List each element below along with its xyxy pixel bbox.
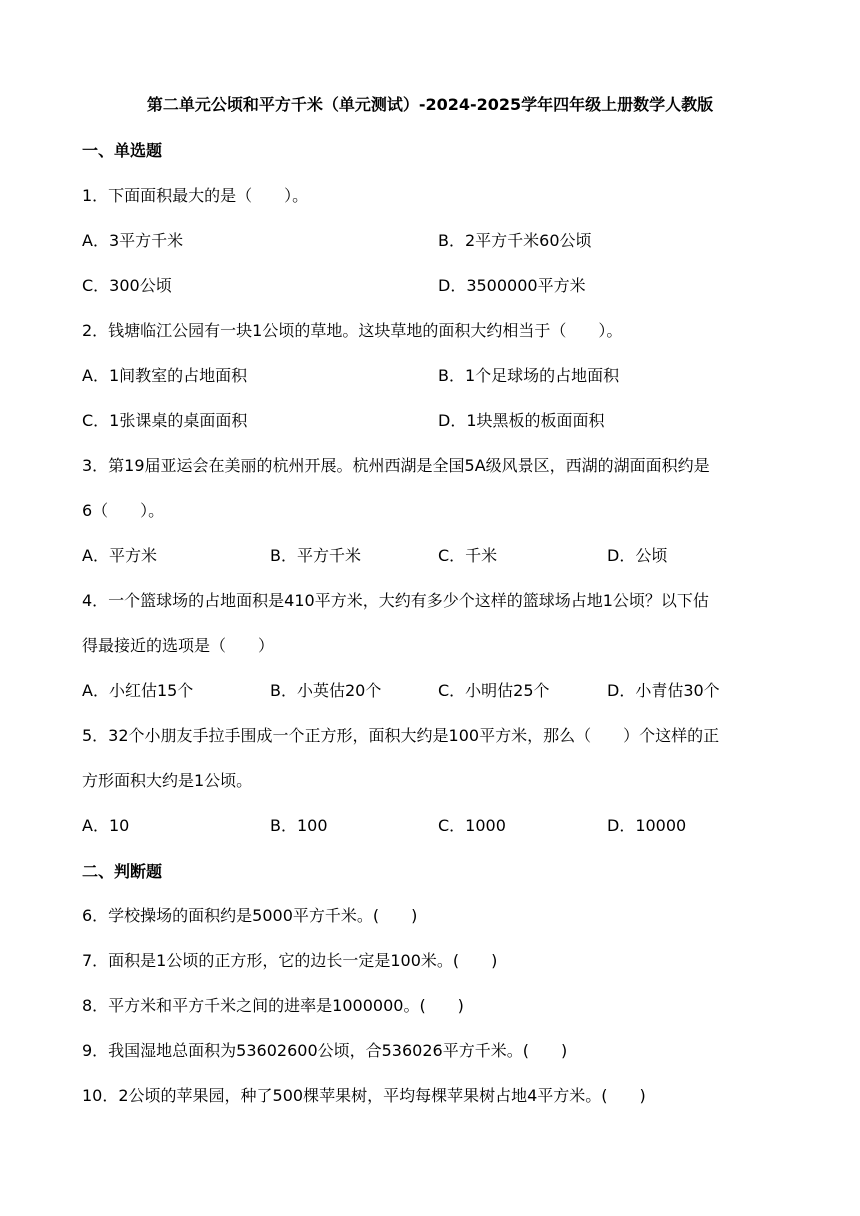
- question-3-option-d: D．公顷: [607, 546, 668, 565]
- section-heading-single-choice: 一、单选题: [82, 141, 163, 160]
- question-4-stem-line-2: 得最接近的选项是（ ）: [82, 636, 275, 655]
- question-5-option-a: A．10: [82, 816, 130, 835]
- question-5-stem-line-2: 方形面积大约是1公顷。: [82, 771, 253, 790]
- question-4-stem-line-1: 4．一个篮球场的占地面积是410平方米，大约有多少个这样的篮球场占地1公顷？以下估: [82, 591, 709, 610]
- question-1-stem: 1．下面面积最大的是（ ）。: [82, 186, 309, 205]
- section-heading-true-false: 二、判断题: [82, 862, 163, 881]
- question-4-option-b: B．小英估20个: [270, 681, 382, 700]
- question-7: 7．面积是1公顷的正方形，它的边长一定是100米。( ): [82, 951, 498, 970]
- question-8: 8．平方米和平方千米之间的进率是1000000。( ): [82, 996, 464, 1015]
- question-2-option-a: A．1间教室的占地面积: [82, 366, 248, 385]
- question-3-stem-line-2: 6（ ）。: [82, 501, 165, 520]
- question-1-option-b: B．2平方千米60公顷: [438, 231, 592, 250]
- question-6: 6．学校操场的面积约是5000平方千米。( ): [82, 906, 418, 925]
- question-10: 10．2公顷的苹果园，种了500棵苹果树，平均每棵苹果树占地4平方米。( ): [82, 1086, 646, 1105]
- question-5-option-c: C．1000: [438, 816, 506, 835]
- question-3-option-b: B．平方千米: [270, 546, 361, 565]
- question-5-stem-line-1: 5．32个小朋友手拉手围成一个正方形，面积大约是100平方米，那么（ ）个这样的正: [82, 726, 720, 745]
- question-3-option-c: C．千米: [438, 546, 498, 565]
- question-2-option-d: D．1块黑板的板面面积: [438, 411, 605, 430]
- question-4-option-d: D．小青估30个: [607, 681, 720, 700]
- question-2-option-c: C．1张课桌的桌面面积: [82, 411, 248, 430]
- page-title: 第二单元公顷和平方千米（单元测试）-2024-2025学年四年级上册数学人教版: [146, 95, 714, 114]
- question-9: 9．我国湿地总面积为53602600公顷，合536026平方千米。( ): [82, 1041, 568, 1060]
- question-2-option-b: B．1个足球场的占地面积: [438, 366, 620, 385]
- question-1-option-c: C．300公顷: [82, 276, 172, 295]
- question-3-option-a: A．平方米: [82, 546, 157, 565]
- question-1-option-d: D．3500000平方米: [438, 276, 586, 295]
- question-2-stem: 2．钱塘临江公园有一块1公顷的草地。这块草地的面积大约相当于（ ）。: [82, 321, 623, 340]
- question-5-option-d: D．10000: [607, 816, 687, 835]
- question-5-option-b: B．100: [270, 816, 328, 835]
- question-4-option-a: A．小红估15个: [82, 681, 194, 700]
- question-1-option-a: A．3平方千米: [82, 231, 184, 250]
- question-3-stem-line-1: 3．第19届亚运会在美丽的杭州开展。杭州西湖是全国5A级风景区，西湖的湖面面积约是: [82, 456, 710, 475]
- question-4-option-c: C．小明估25个: [438, 681, 550, 700]
